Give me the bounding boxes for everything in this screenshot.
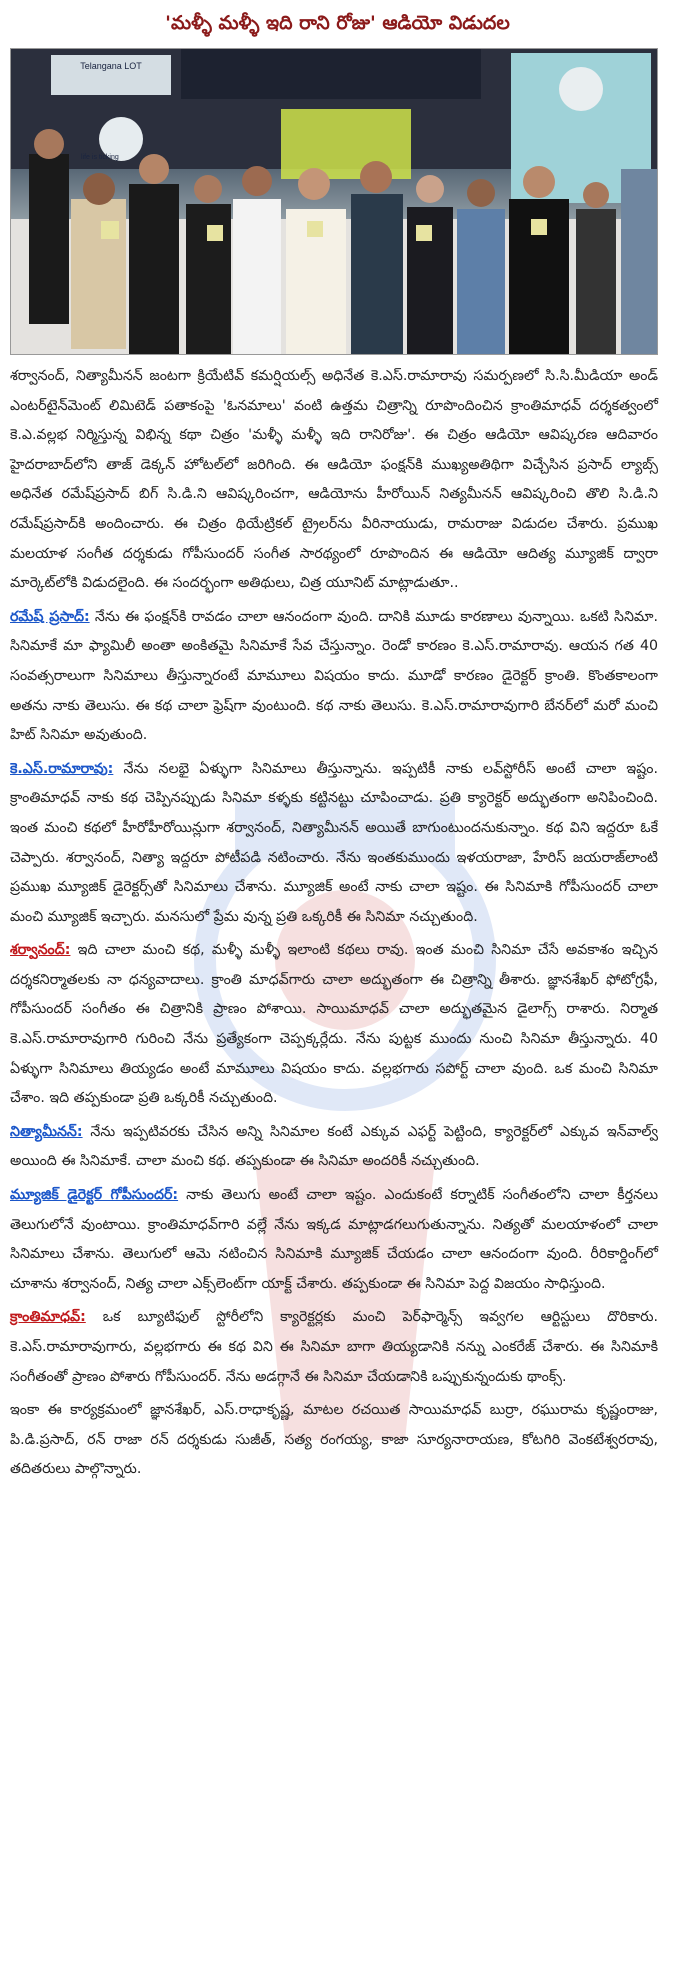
speech-text: నాకు తెలుగు అంటే చాలా ఇష్టం. ఎందుకంటే కర్నాటిక్ సంగీతంలోని చాలా కీర్తనలు తెలుగులోనే వుంటాయి. క్రాంతిమాధవ్‌గారి వల్లే నేను ఇక్కడ మాట్లాడగలుగుతున్నాను. నిత్యతో మలయాళంలో చాలా సినిమాలు చేశాను. తెలుగులో ఆమె నటించిన సినిమాకి మ్యూజిక్ చేయడం చాలా ఆనందంగా వుంది. రీరికార్డింగ్‌లో చూశాను శర్వానంద్, నిత్య చాలా ఎక్స్‌లెంట్‌గా యాక్ట్ చేశారు. తప్పకుండా ఈ సినిమా పెద్ద విజయం సాధిస్తుంది. (10, 1187, 658, 1292)
article-body (10, 362, 658, 1489)
speech-text: నేను ఇప్పటివరకు చేసిన అన్ని సినిమాల కంటే ఎక్కువ ఎఫర్ట్ పెట్టింది, క్యారెక్టర్‌లో ఎక్కువ ఇన్‌వాల్వ్ అయింది ఈ సినిమాకే. చాలా మంచి కథ. తప్పకుండా ఈ సినిమా అందరికీ నచ్చుతుంది. (10, 1123, 658, 1170)
speech-text: నేను ఈ ఫంక్షన్‌కి రావడం చాలా ఆనందంగా వుంది. దానికి మూడు కారణాలు వున్నాయి. ఒకటి సినిమా. సినిమాకే మా ఫ్యామిలీ అంతా అంకితమై సినిమాకే సేవ చేస్తున్నాం. రెండో కారణం కె.ఎస్.రామారావు. ఆయన గత 40 సంవత్సరాలుగా సినిమాలు తీస్తున్నారంటే మామూలు విషయం కాదు. మూడో కారణం డైరెక్టర్ క్రాంతి. కొంతకాలంగా అతను నాకు తెలుసు. ఈ కథ చాలా ఫ్రెష్‌గా వుంటుంది. కథ నాకు తెలుసు. కె.ఎస్.రామారావుగారి బేనర్‌లో మరో మంచి హిట్ సినిమా అవుతుంది. (10, 608, 658, 744)
event-photo-illustration (11, 49, 658, 355)
banner-top-text: Telangana LOT (80, 61, 142, 71)
outro-paragraph: ఇంకా ఈ కార్యక్రమంలో జ్ఞానశేఖర్, ఎస్.రాధాకృష్ణ, మాటల రచయిత సాయిమాధవ్ బుర్రా, రఘురామ కృష్ణంరాజు, పి.డి.ప్రసాద్, రన్ రాజా రన్ దర్శకుడు సుజీత్, సత్య రంగయ్య, కాజా సూర్యనారాయణ, కోటగిరి వెంకటేశ్వరరావు, తదితరులు పాల్గొన్నారు. (10, 1402, 658, 1478)
speech-paragraph (10, 936, 658, 1114)
speech-paragraph (10, 603, 658, 751)
headline: 'మళ్ళీ మళ్ళీ ఇది రాని రోజు' ఆడియో విడుదల (165, 12, 510, 34)
event-photo (10, 48, 658, 355)
speaker-name: శర్వానంద్: (10, 942, 71, 959)
speaker-name: కె.ఎస్.రామారావు: (10, 760, 114, 777)
speaker-name: నిత్యామీనన్: (10, 1123, 83, 1140)
speech-paragraph (10, 1303, 658, 1392)
intro-paragraph: శర్వానంద్, నిత్యామీనన్ జంటగా క్రియేటివ్ కమర్షియల్స్ అధినేత కె.ఎస్.రామారావు సమర్పణలో సి.సి.మీడియా అండ్ ఎంటర్‌టైన్‌మెంట్ లిమిటెడ్ పతాకంపై 'ఓనమాలు' వంటి ఉత్తమ చిత్రాన్ని రూపొందించిన క్రాంతిమాధవ్ దర్శకత్వంలో కె.ఎ.వల్లభ నిర్మిస్తున్న విభిన్న కథా చిత్రం 'మళ్ళీ మళ్ళీ ఇది రానిరోజు'. ఈ చిత్రం ఆడియో ఆవిష్కరణ ఆదివారం హైదరాబాద్‌లోని తాజ్ డెక్కన్ హోటల్‌లో జరిగింది. ఈ ఆడియో ఫంక్షన్‌కి ముఖ్యఅతిథిగా విచ్చేసిన ప్రసాద్ ల్యాబ్స్ అధినేత రమేష్‌ప్రసాద్ బిగ్ సి.డి.ని ఆవిష్కరించగా, ఆడియోను హీరోయిన్ నిత్యమీనన్ ఆవిష్కరించి తొలి సి.డి.ని రమేష్‌ప్రసాద్‌కి అందించారు. ఈ చిత్రం థియేట్రికల్ ట్రైలర్‌ను వీరినాయుడు, రామరాజు విడుదల చేశారు. ప్రముఖ మలయాళ సంగీత దర్శకుడు గోపీసుందర్ సంగీత సారథ్యంలో రూపొందిన ఈ ఆడియో ఆదిత్య మ్యూజిక్ ద్వారా మార్కెట్‌లోకి విడుదలైంది. ఈ సందర్భంగా అతిథులు, చిత్ర యూనిట్ మాట్లాడుతూ.. (10, 368, 658, 592)
speech-text: ఇది చాలా మంచి కథ, మళ్ళీ మళ్ళీ ఇలాంటి కథలు రావు. ఇంత మంచి సినిమా చేసే అవకాశం ఇచ్చిన దర్శకనిర్మాతలకు నా ధన్యవాదాలు. క్రాంతి మాధవ్‌గారు చాలా అద్భుతంగా ఈ చిత్రాన్ని తీశారు. జ్ఞానశేఖర్ ఫోటోగ్రఫీ, గోపీసుందర్ సంగీతం ఈ చిత్రానికి ప్రాణం పోశాయి. సాయిమాధవ్ చాలా అద్భుతమైన డైలాగ్స్ రాశారు. నిర్మాత కె.ఎస్.రామారావుగారి గురించి నేను ప్రత్యేకంగా చెప్పక్కర్లేదు. నేను పుట్టక ముందు నుంచి సినిమా తీస్తున్నారు. 40 ఏళ్ళుగా సినిమాలు తియ్యడం అంటే మామూలు విషయం కాదు. వల్లభగారు సపోర్ట్ చాలా వుంది. ఒక మంచి సినిమా చేశాం. ఇది తప్పకుండా ప్రతి ఒక్కరికీ నచ్చుతుంది. (10, 942, 658, 1107)
speaker-name: మ్యూజిక్ డైరెక్టర్ గోపీసుందర్: (10, 1187, 179, 1204)
banner-logo-text: life is ticking (81, 154, 119, 161)
speaker-name: క్రాంతిమాధవ్: (10, 1309, 86, 1326)
speech-text: ఒక బ్యూటిఫుల్ స్టోరీలోని క్యారెక్టర్లకు మంచి పెర్‌ఫార్మెన్స్ ఇవ్వగల ఆర్టిస్టులు దొరికారు. కె.ఎస్.రామారావుగారు, వల్లభగారు ఈ కథ విని ఈ సినిమా బాగా తియ్యడానికి నన్ను ఎంకరేజ్ చేశారు. ఈ సినిమాకి సంగీతంతో ప్రాణం పోశారు గోపీసుందర్. నేను అడగ్గానే ఈ సినిమా చేయడానికి ఒప్పుకున్నందుకు థాంక్స్. (10, 1309, 658, 1385)
speech-paragraph (10, 1118, 658, 1177)
speaker-name: రమేష్ ప్రసాద్: (10, 608, 90, 625)
speech-text: నేను నలభై ఏళ్ళుగా సినిమాలు తీస్తున్నాను. ఇప్పటికీ నాకు లవ్‌స్టోరీస్ అంటే చాలా ఇష్టం. క్రాంతిమాధవ్ నాకు కథ చెప్పినప్పుడు సినిమా కళ్ళకు కట్టినట్టు చూపించాడు. ప్రతి క్యారెక్టర్ అద్భుతంగా అనిపించింది. ఇంత మంచి కథలో హీరోహీరోయిన్లుగా శర్వానంద్, నిత్యామీనన్ అయితే బాగుంటుందనుకున్నాం. కథ విని ఇద్దరూ ఓకే చెప్పారు. శర్వానంద్, నిత్యా ఇద్దరూ పోటీపడి నటించారు. నేను ఇంతకుముందు ఇళయరాజా, హేరిస్ జయరాజ్‌లాంటి ప్రముఖ మ్యూజిక్ డైరెక్టర్స్‌తో సినిమాలు చేశాను. మ్యూజిక్ అంటే నాకు చాలా ఇష్టం. ఈ సినిమాకి గోపీసుందర్ చాలా మంచి మ్యూజిక్ ఇచ్చారు. మనసులో ప్రేమ వున్న ప్రతి ఒక్కరికీ ఈ సినిమా నచ్చుతుంది. (10, 760, 658, 925)
speech-paragraph (10, 1181, 658, 1299)
speech-paragraph (10, 755, 658, 933)
